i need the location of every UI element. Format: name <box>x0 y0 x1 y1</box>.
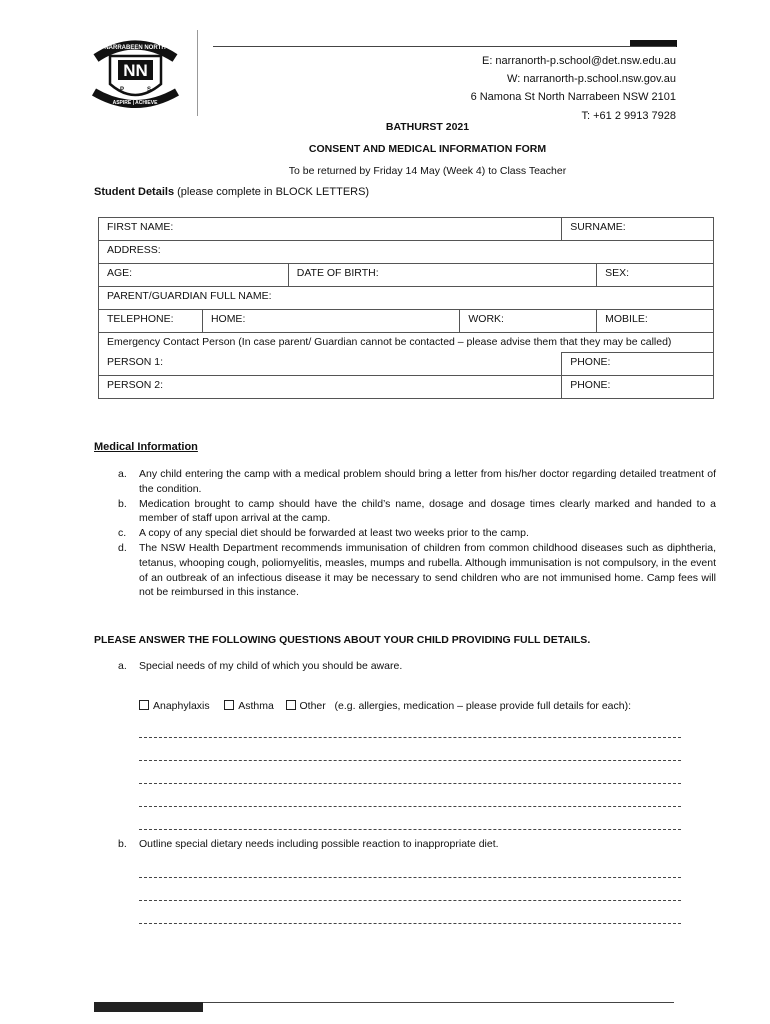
other-checkbox[interactable] <box>286 700 296 710</box>
list-item <box>118 541 716 600</box>
footer-rule <box>203 1002 674 1003</box>
contact-email: E: narranorth-p.school@det.nsw.edu.au <box>481 55 676 67</box>
other-note: (e.g. allergies, medication – please provide full details for each): <box>334 700 632 712</box>
emergency-contact-label: Emergency Contact Person (In case parent/ Guardian cannot be contacted – please advise them that they may be called) <box>99 333 714 353</box>
contact-block <box>471 52 676 125</box>
contact-web: W: narranorth-p.school.nsw.gov.au <box>507 73 676 86</box>
home-phone-field[interactable]: HOME: <box>202 310 459 333</box>
return-note: To be returned by Friday 14 May (Week 4) to Class Teacher <box>288 165 567 177</box>
student-details-note: (please complete in BLOCK LETTERS) <box>174 186 370 198</box>
logo-right-letter: S <box>146 87 152 93</box>
answer-line[interactable] <box>139 760 681 762</box>
questions-heading: PLEASE ANSWER THE FOLLOWING QUESTIONS ABOUT YOUR CHILD PROVIDING FULL DETAILS. <box>94 634 591 646</box>
logo-left-letter: P <box>119 87 125 93</box>
question-b-letter: b. <box>118 838 127 850</box>
student-details-heading <box>94 186 369 198</box>
list-letter: b. <box>118 497 127 510</box>
answer-line[interactable] <box>139 806 681 808</box>
list-item <box>118 526 716 541</box>
other-label: Other <box>299 700 326 712</box>
student-details-table <box>98 217 714 399</box>
phone2-field[interactable]: PHONE: <box>562 376 714 399</box>
address-field[interactable]: ADDRESS: <box>99 241 714 264</box>
logo-initials: NN <box>123 61 148 80</box>
list-text: Medication brought to camp should have the child’s name, dosage and dosage times clearly marked and handed to a member of staff upon arrival at the camp. <box>139 497 716 525</box>
work-phone-field[interactable]: WORK: <box>460 310 597 333</box>
contact-phone: T: +61 2 9913 7928 <box>581 109 676 122</box>
list-item <box>118 467 716 497</box>
question-a-letter: a. <box>118 660 127 672</box>
form-title: BATHURST 2021 <box>385 121 470 133</box>
list-text: A copy of any special diet should be forwarded at least two weeks prior to the camp. <box>139 527 529 540</box>
surname-field[interactable]: SURNAME: <box>562 218 714 241</box>
answer-line[interactable] <box>139 877 681 879</box>
dob-field[interactable]: DATE OF BIRTH: <box>288 264 596 287</box>
asthma-label: Asthma <box>238 700 274 712</box>
first-name-field[interactable]: FIRST NAME: <box>99 218 562 241</box>
phone1-field[interactable]: PHONE: <box>562 353 714 376</box>
answer-line[interactable] <box>139 829 681 831</box>
list-letter: c. <box>118 527 127 540</box>
guardian-name-field[interactable]: PARENT/GUARDIAN FULL NAME: <box>99 287 714 310</box>
list-letter: d. <box>118 541 127 554</box>
sex-field[interactable]: SEX: <box>597 264 714 287</box>
anaphylaxis-checkbox[interactable] <box>139 700 149 710</box>
answer-line[interactable] <box>139 923 681 925</box>
contact-address: 6 Namona St North Narrabeen NSW 2101 <box>470 91 676 104</box>
medical-info-heading: Medical Information <box>94 441 198 453</box>
question-b-text: Outline special dietary needs including possible reaction to inappropriate diet. <box>139 838 499 850</box>
school-logo <box>88 36 183 112</box>
anaphylaxis-label: Anaphylaxis <box>153 700 210 712</box>
list-letter: a. <box>118 468 127 480</box>
list-text: Any child entering the camp with a medical problem should bring a letter from his/her doctor regarding detailed treatment of the condition. <box>139 468 716 495</box>
answer-line[interactable] <box>139 737 681 739</box>
logo-top-text: NARRABEEN NORTH <box>104 45 166 51</box>
person1-field[interactable]: PERSON 1: <box>99 353 562 376</box>
list-item <box>118 497 716 527</box>
person2-field[interactable]: PERSON 2: <box>99 376 562 399</box>
age-field[interactable]: AGE: <box>99 264 289 287</box>
header-rule <box>213 46 676 47</box>
question-a-text: Special needs of my child of which you should be aware. <box>139 660 403 672</box>
answer-line[interactable] <box>139 783 681 785</box>
medical-info-list <box>118 467 716 600</box>
special-needs-checkboxes <box>139 700 631 712</box>
footer-bar <box>94 1002 203 1012</box>
form-subtitle: CONSENT AND MEDICAL INFORMATION FORM <box>308 143 547 155</box>
asthma-checkbox[interactable] <box>224 700 234 710</box>
telephone-label: TELEPHONE: <box>99 310 203 333</box>
answer-line[interactable] <box>139 900 681 902</box>
student-details-label: Student Details <box>94 186 175 198</box>
header-divider <box>197 30 198 116</box>
question-b <box>118 838 499 850</box>
logo-motto: ASPIRE | ACHIEVE <box>112 100 158 106</box>
mobile-phone-field[interactable]: MOBILE: <box>597 310 714 333</box>
list-text: The NSW Health Department recommends immunisation of children from common childhood diseases such as diphtheria, tetanus, whooping cough, poliomyelitis, measles, mumps and rubella. Although immunisation is not compulsory, in the event of an outbreak of an infectious disease it may be necessary to send children who are not immunised home. Camp fees will not be reimbursed in this instance. <box>139 541 716 599</box>
question-a <box>118 660 402 672</box>
